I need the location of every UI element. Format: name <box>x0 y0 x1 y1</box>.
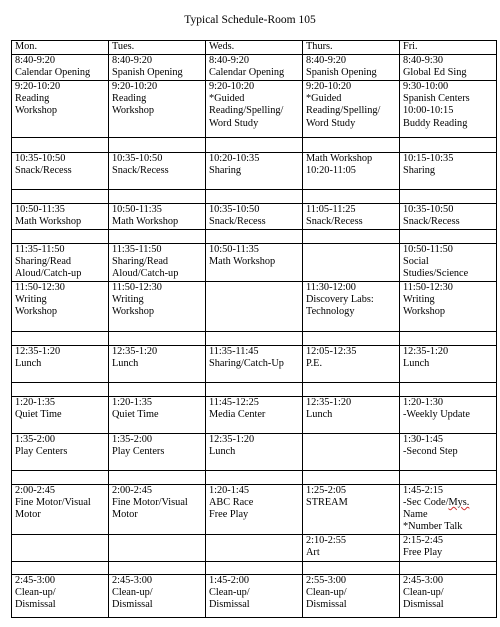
schedule-cell <box>400 281 497 331</box>
schedule-cell <box>109 574 206 617</box>
schedule-cell <box>206 470 303 484</box>
schedule-entry: 11:50-12:30 <box>403 281 453 293</box>
schedule-cell <box>206 396 303 433</box>
schedule-cell <box>303 55 400 81</box>
schedule-cell <box>109 244 206 282</box>
schedule-cell <box>12 574 109 617</box>
schedule-cell <box>12 138 109 153</box>
schedule-entry: 10:20-11:05 <box>306 165 356 177</box>
schedule-table <box>11 40 497 618</box>
schedule-entry: Workshop <box>15 306 58 318</box>
schedule-cell <box>400 345 497 382</box>
schedule-cell <box>400 382 497 396</box>
header-row <box>12 41 497 55</box>
schedule-cell <box>12 331 109 345</box>
schedule-entry: 11:50-12:30 <box>15 281 65 293</box>
schedule-cell <box>206 281 303 331</box>
schedule-row <box>12 561 497 574</box>
schedule-cell <box>303 470 400 484</box>
schedule-entry: Name <box>403 509 428 521</box>
schedule-row <box>12 382 497 396</box>
schedule-entry: 8:40-9:30 <box>403 55 444 66</box>
schedule-entry: 1:45-2:15 <box>403 484 444 496</box>
schedule-entry: -Weekly Update <box>403 408 470 420</box>
schedule-cell <box>303 204 400 230</box>
schedule-cell <box>400 55 497 81</box>
schedule-entry: Workshop <box>112 306 155 318</box>
schedule-entry: Sharing <box>403 165 436 177</box>
schedule-entry: 2:45-3:00 <box>15 574 56 586</box>
schedule-cell <box>400 153 497 190</box>
schedule-cell <box>109 230 206 244</box>
schedule-cell <box>400 331 497 345</box>
schedule-entry: 2:55-3:00 <box>306 574 347 586</box>
schedule-cell <box>12 382 109 396</box>
schedule-cell <box>12 281 109 331</box>
schedule-entry: 1:35-2:00 <box>15 433 56 445</box>
schedule-cell <box>109 470 206 484</box>
schedule-entry: 1:25-2:05 <box>306 484 347 496</box>
schedule-entry: Play Centers <box>112 445 165 457</box>
schedule-cell <box>12 204 109 230</box>
schedule-cell <box>303 230 400 244</box>
schedule-entry: Math Workshop <box>209 256 276 268</box>
schedule-entry: 8:40-9:20 <box>15 55 56 66</box>
schedule-entry: Technology <box>306 306 355 318</box>
schedule-entry: 10:50-11:35 <box>112 204 162 215</box>
schedule-cell <box>12 534 109 561</box>
schedule-entry: Word Study <box>209 117 259 129</box>
schedule-entry: 8:40-9:20 <box>112 55 153 66</box>
schedule-entry: 1:45-2:00 <box>209 574 250 586</box>
schedule-entry: Aloud/Catch-up <box>112 268 179 280</box>
schedule-entry: Lunch <box>15 357 42 369</box>
schedule-cell <box>303 138 400 153</box>
schedule-cell <box>303 433 400 470</box>
schedule-entry: Snack/Recess <box>403 216 460 228</box>
schedule-entry: 1:20-1:45 <box>209 484 250 496</box>
schedule-cell <box>400 190 497 204</box>
schedule-entry: Workshop <box>403 306 446 318</box>
schedule-cell <box>12 81 109 138</box>
schedule-entry: 10:35-10:50 <box>112 153 163 164</box>
schedule-entry: 10:35-10:50 <box>403 204 454 215</box>
schedule-cell <box>206 561 303 574</box>
schedule-entry: 12:35-1:20 <box>209 433 255 445</box>
schedule-entry: Clean-up/ <box>112 586 153 598</box>
schedule-entry: Clean-up/ <box>306 586 347 598</box>
schedule-entry: Reading/Spelling/ <box>306 105 381 117</box>
schedule-entry: 1:20-1:30 <box>403 396 444 408</box>
schedule-cell <box>303 561 400 574</box>
schedule-cell <box>109 190 206 204</box>
schedule-cell <box>206 190 303 204</box>
schedule-entry: 10:50-11:35 <box>15 204 65 215</box>
schedule-entry: Workshop <box>15 105 58 117</box>
schedule-entry: 2:00-2:45 <box>15 484 56 496</box>
schedule-entry: Lunch <box>403 357 430 369</box>
schedule-cell <box>109 281 206 331</box>
schedule-cell <box>12 244 109 282</box>
schedule-row <box>12 190 497 204</box>
schedule-entry: Studies/Science <box>403 268 469 280</box>
schedule-row <box>12 244 497 282</box>
schedule-cell <box>303 281 400 331</box>
schedule-cell <box>12 484 109 534</box>
schedule-entry: Aloud/Catch-up <box>15 268 82 280</box>
schedule-cell <box>303 331 400 345</box>
schedule-entry: 12:35-1:20 <box>112 345 158 357</box>
schedule-entry: Play Centers <box>15 445 68 457</box>
schedule-entry: Lunch <box>112 357 139 369</box>
schedule-entry: Reading <box>112 93 147 105</box>
schedule-row <box>12 153 497 190</box>
schedule-entry: Writing <box>15 293 47 305</box>
schedule-row <box>12 230 497 244</box>
schedule-row <box>12 574 497 617</box>
schedule-entry: 8:40-9:20 <box>209 55 250 66</box>
schedule-entry: Free Play <box>403 546 443 558</box>
schedule-cell <box>12 190 109 204</box>
schedule-cell <box>206 81 303 138</box>
schedule-entry: -Sec Code/Mys. <box>403 496 470 508</box>
schedule-entry: Clean-up/ <box>209 586 250 598</box>
schedule-cell <box>303 345 400 382</box>
schedule-entry: 9:20-10:20 <box>209 81 255 92</box>
day-header: Thurs. <box>303 41 400 55</box>
schedule-entry: Motor <box>112 509 138 521</box>
schedule-cell <box>206 55 303 81</box>
schedule-cell <box>109 345 206 382</box>
schedule-entry: 2:45-3:00 <box>112 574 153 586</box>
schedule-entry: 8:40-9:20 <box>306 55 347 66</box>
schedule-row <box>12 281 497 331</box>
schedule-cell <box>303 81 400 138</box>
schedule-row <box>12 534 497 561</box>
schedule-entry: -Second Step <box>403 445 458 457</box>
schedule-cell <box>303 190 400 204</box>
schedule-cell <box>109 534 206 561</box>
schedule-entry: 9:20-10:20 <box>306 81 352 92</box>
schedule-cell <box>303 153 400 190</box>
schedule-cell <box>206 244 303 282</box>
schedule-row <box>12 433 497 470</box>
schedule-cell <box>400 470 497 484</box>
schedule-entry: *Guided <box>306 93 342 105</box>
schedule-entry: 12:35-1:20 <box>306 396 352 408</box>
schedule-entry: Clean-up/ <box>15 586 56 598</box>
schedule-entry: 12:05-12:35 <box>306 345 357 357</box>
schedule-entry: Lunch <box>306 408 333 420</box>
day-header: Weds. <box>206 41 303 55</box>
schedule-entry: Buddy Reading <box>403 117 468 129</box>
schedule-entry: Sharing <box>209 165 242 177</box>
schedule-entry: Reading <box>15 93 50 105</box>
schedule-cell <box>400 561 497 574</box>
schedule-row <box>12 331 497 345</box>
schedule-cell <box>12 396 109 433</box>
schedule-cell <box>109 204 206 230</box>
schedule-cell <box>303 484 400 534</box>
schedule-row <box>12 81 497 138</box>
schedule-entry: Spanish Opening <box>306 67 377 79</box>
schedule-entry: 2:00-2:45 <box>112 484 153 496</box>
schedule-cell <box>400 396 497 433</box>
schedule-entry: Social <box>403 256 429 268</box>
schedule-row <box>12 470 497 484</box>
schedule-entry: 2:10-2:55 <box>306 534 347 546</box>
schedule-entry: Sharing/Read <box>112 256 169 268</box>
schedule-cell <box>400 204 497 230</box>
schedule-cell <box>303 244 400 282</box>
schedule-row <box>12 396 497 433</box>
schedule-entry: 10:20-10:35 <box>209 153 260 164</box>
schedule-entry: Quiet Time <box>112 408 159 420</box>
schedule-cell <box>400 484 497 534</box>
schedule-entry: Word Study <box>306 117 356 129</box>
schedule-entry: Dismissal <box>403 599 444 611</box>
schedule-cell <box>400 574 497 617</box>
schedule-entry: Sharing/Read <box>15 256 72 268</box>
schedule-entry: Art <box>306 546 320 558</box>
schedule-cell <box>400 433 497 470</box>
schedule-cell <box>206 382 303 396</box>
schedule-entry: 2:15-2:45 <box>403 534 444 546</box>
schedule-entry: Global Ed Sing <box>403 67 467 79</box>
schedule-cell <box>400 534 497 561</box>
schedule-entry: Spanish Opening <box>112 67 183 79</box>
schedule-entry: Clean-up/ <box>403 586 444 598</box>
schedule-cell <box>109 396 206 433</box>
schedule-entry: Media Center <box>209 408 266 420</box>
schedule-cell <box>12 561 109 574</box>
schedule-entry: Writing <box>112 293 144 305</box>
schedule-entry: Sharing/Catch-Up <box>209 357 284 369</box>
schedule-entry: Snack/Recess <box>112 165 169 177</box>
schedule-cell <box>206 484 303 534</box>
schedule-cell <box>109 561 206 574</box>
day-header: Mon. <box>12 41 109 55</box>
day-header: Tues. <box>109 41 206 55</box>
schedule-entry: 11:45-12:25 <box>209 396 259 408</box>
schedule-row <box>12 138 497 153</box>
schedule-entry: *Number Talk <box>403 521 463 533</box>
schedule-cell <box>400 138 497 153</box>
schedule-cell <box>109 153 206 190</box>
schedule-entry: Discovery Labs: <box>306 293 374 305</box>
schedule-entry: 10:50-11:50 <box>403 244 453 255</box>
schedule-entry: Snack/Recess <box>209 216 266 228</box>
schedule-row <box>12 204 497 230</box>
schedule-entry: 11:35-11:50 <box>112 244 162 255</box>
schedule-entry: 1:35-2:00 <box>112 433 153 445</box>
schedule-entry: Math Workshop <box>306 153 373 164</box>
schedule-cell <box>12 345 109 382</box>
schedule-entry: Dismissal <box>209 599 250 611</box>
schedule-entry: Snack/Recess <box>306 216 363 228</box>
schedule-entry: Spanish Centers <box>403 93 470 105</box>
schedule-entry: 9:30-10:00 <box>403 81 449 92</box>
schedule-entry: Motor <box>15 509 41 521</box>
schedule-entry: Writing <box>403 293 435 305</box>
schedule-cell <box>109 331 206 345</box>
schedule-cell <box>206 433 303 470</box>
schedule-entry: 11:35-11:45 <box>209 345 259 357</box>
schedule-cell <box>206 574 303 617</box>
schedule-entry: Fine Motor/Visual <box>15 496 91 508</box>
schedule-entry: 1:20-1:35 <box>112 396 153 408</box>
schedule-entry: Dismissal <box>306 599 347 611</box>
schedule-entry: Workshop <box>112 105 155 117</box>
day-header: Fri. <box>400 41 497 55</box>
schedule-entry: Quiet Time <box>15 408 62 420</box>
schedule-entry: 1:20-1:35 <box>15 396 56 408</box>
schedule-entry: *Guided <box>209 93 245 105</box>
schedule-cell <box>12 470 109 484</box>
schedule-entry: 11:30-12:00 <box>306 281 356 293</box>
schedule-cell <box>206 331 303 345</box>
schedule-cell <box>206 534 303 561</box>
schedule-cell <box>109 382 206 396</box>
schedule-row <box>12 55 497 81</box>
schedule-entry: 10:00-10:15 <box>403 105 454 117</box>
schedule-entry: Dismissal <box>112 599 153 611</box>
schedule-cell <box>206 153 303 190</box>
schedule-entry: 1:30-1:45 <box>403 433 444 445</box>
schedule-cell <box>400 244 497 282</box>
schedule-entry: Math Workshop <box>112 216 179 228</box>
schedule-entry: P.E. <box>306 357 323 369</box>
schedule-entry: 11:35-11:50 <box>15 244 65 255</box>
schedule-cell <box>303 382 400 396</box>
schedule-cell <box>109 138 206 153</box>
schedule-entry: Lunch <box>209 445 236 457</box>
schedule-cell <box>206 138 303 153</box>
document-title: Typical Schedule-Room 105 <box>184 14 316 26</box>
schedule-entry: Calendar Opening <box>209 67 285 79</box>
schedule-cell <box>206 345 303 382</box>
schedule-cell <box>400 230 497 244</box>
schedule-cell <box>109 484 206 534</box>
schedule-row <box>12 345 497 382</box>
schedule-entry: ABC Race <box>209 496 254 508</box>
schedule-cell <box>109 81 206 138</box>
schedule-entry: Calendar Opening <box>15 67 91 79</box>
schedule-entry: 9:20-10:20 <box>112 81 158 92</box>
schedule-cell <box>109 55 206 81</box>
schedule-entry: Fine Motor/Visual <box>112 496 188 508</box>
schedule-entry: STREAM <box>306 496 348 508</box>
schedule-cell <box>303 534 400 561</box>
schedule-entry: Reading/Spelling/ <box>209 105 284 117</box>
schedule-cell <box>109 433 206 470</box>
schedule-cell <box>12 55 109 81</box>
schedule-cell <box>303 574 400 617</box>
schedule-cell <box>400 81 497 138</box>
schedule-entry: 9:20-10:20 <box>15 81 61 92</box>
schedule-cell <box>206 230 303 244</box>
schedule-entry: 11:05-11:25 <box>306 204 356 215</box>
schedule-cell <box>12 433 109 470</box>
schedule-entry: 12:35-1:20 <box>15 345 61 357</box>
schedule-cell <box>12 230 109 244</box>
schedule-row <box>12 484 497 534</box>
schedule-entry: 2:45-3:00 <box>403 574 444 586</box>
schedule-cell <box>206 204 303 230</box>
schedule-entry: 12:35-1:20 <box>403 345 449 357</box>
schedule-cell <box>12 153 109 190</box>
schedule-entry: Math Workshop <box>15 216 82 228</box>
schedule-entry: 10:15-10:35 <box>403 153 454 164</box>
schedule-entry: Dismissal <box>15 599 56 611</box>
schedule-entry: 11:50-12:30 <box>112 281 162 293</box>
schedule-entry: Snack/Recess <box>15 165 72 177</box>
schedule-entry: 10:35-10:50 <box>209 204 260 215</box>
schedule-entry: Free Play <box>209 509 249 521</box>
schedule-entry: 10:35-10:50 <box>15 153 66 164</box>
schedule-entry: 10:50-11:35 <box>209 244 259 255</box>
schedule-cell <box>303 396 400 433</box>
